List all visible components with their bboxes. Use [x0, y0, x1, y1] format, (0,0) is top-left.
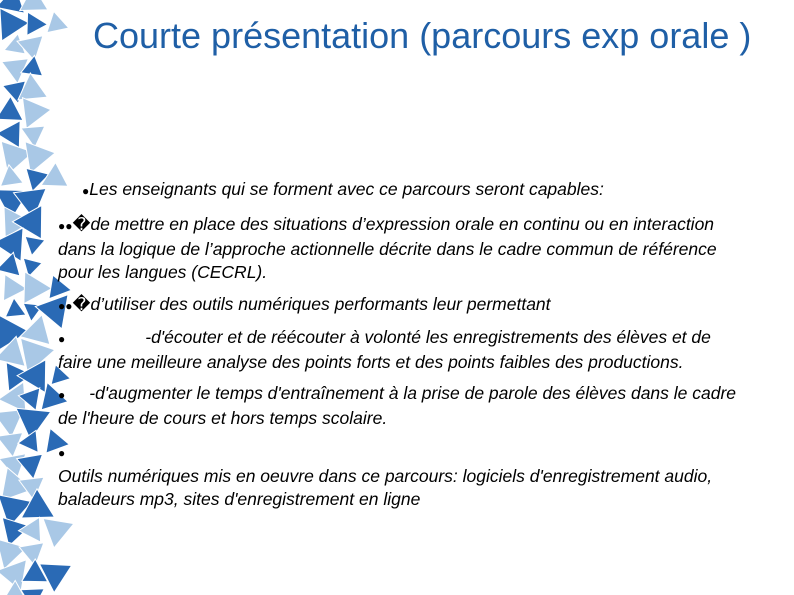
- paragraph-tools: [58, 293, 748, 318]
- decorative-triangle: [0, 165, 23, 187]
- decorative-triangle: [4, 274, 28, 300]
- decorative-triangle: [21, 589, 45, 595]
- paragraph-situations: [58, 213, 748, 284]
- bullet: ●: [58, 446, 66, 460]
- bullet: ●: [58, 388, 66, 402]
- paragraph-text: Outils numériques mis en oeuvre dans ce parcours: logiciels d'enregistrement audio, baladeurs mp3, sites d'enregistrement en ligne: [58, 466, 713, 509]
- decorative-triangle: [20, 0, 48, 11]
- decorative-triangle: [19, 517, 41, 542]
- paragraph-text: -d'écouter et de réécouter à volonté les enregistrements des élèves et de faire une meilleure analyse des points forts et des points faibles des productions.: [58, 327, 711, 372]
- bullet: ●: [58, 299, 66, 313]
- decorative-triangle: [43, 519, 74, 548]
- paragraph-text: de mettre en place des situations d’expression orale en continu ou en interaction dans la logique de l’approche actionnelle décrite dans le cadre commun de référence pour les langues (CECRL).: [58, 214, 717, 282]
- bullet: ●: [82, 184, 90, 198]
- slide-body: [58, 178, 748, 511]
- decorative-triangle: [25, 142, 55, 174]
- paragraph-intro: [82, 178, 748, 203]
- decorative-triangle: [24, 272, 52, 304]
- decorative-triangle: [25, 236, 45, 255]
- decorative-triangle: [5, 298, 26, 317]
- decorative-triangle: [27, 12, 48, 35]
- paragraph-training: [58, 382, 748, 430]
- bullet: ●: [58, 332, 66, 346]
- bullet: ●: [65, 219, 73, 233]
- bullet: ●: [58, 219, 66, 233]
- paragraph-text: d’utiliser des outils numériques performants leur permettant: [90, 294, 551, 314]
- decorative-triangle: [23, 98, 52, 129]
- paragraph-listen: [58, 326, 748, 374]
- paragraph-text: Les enseignants qui se forment avec ce parcours seront capables:: [89, 179, 604, 199]
- replacement-glyph: �: [72, 214, 91, 234]
- bullet: ●: [65, 299, 73, 313]
- replacement-glyph: �: [72, 294, 91, 314]
- slide-title: Courte présentation (parcours exp orale ): [93, 15, 752, 56]
- decorative-triangle: [47, 11, 69, 32]
- paragraph-outils: [58, 440, 748, 511]
- decorative-triangle: [0, 433, 23, 458]
- paragraph-text: -d'augmenter le temps d'entraînement à la prise de parole des élèves dans le cadre de l'heure de cours et hors temps scolaire.: [58, 383, 737, 428]
